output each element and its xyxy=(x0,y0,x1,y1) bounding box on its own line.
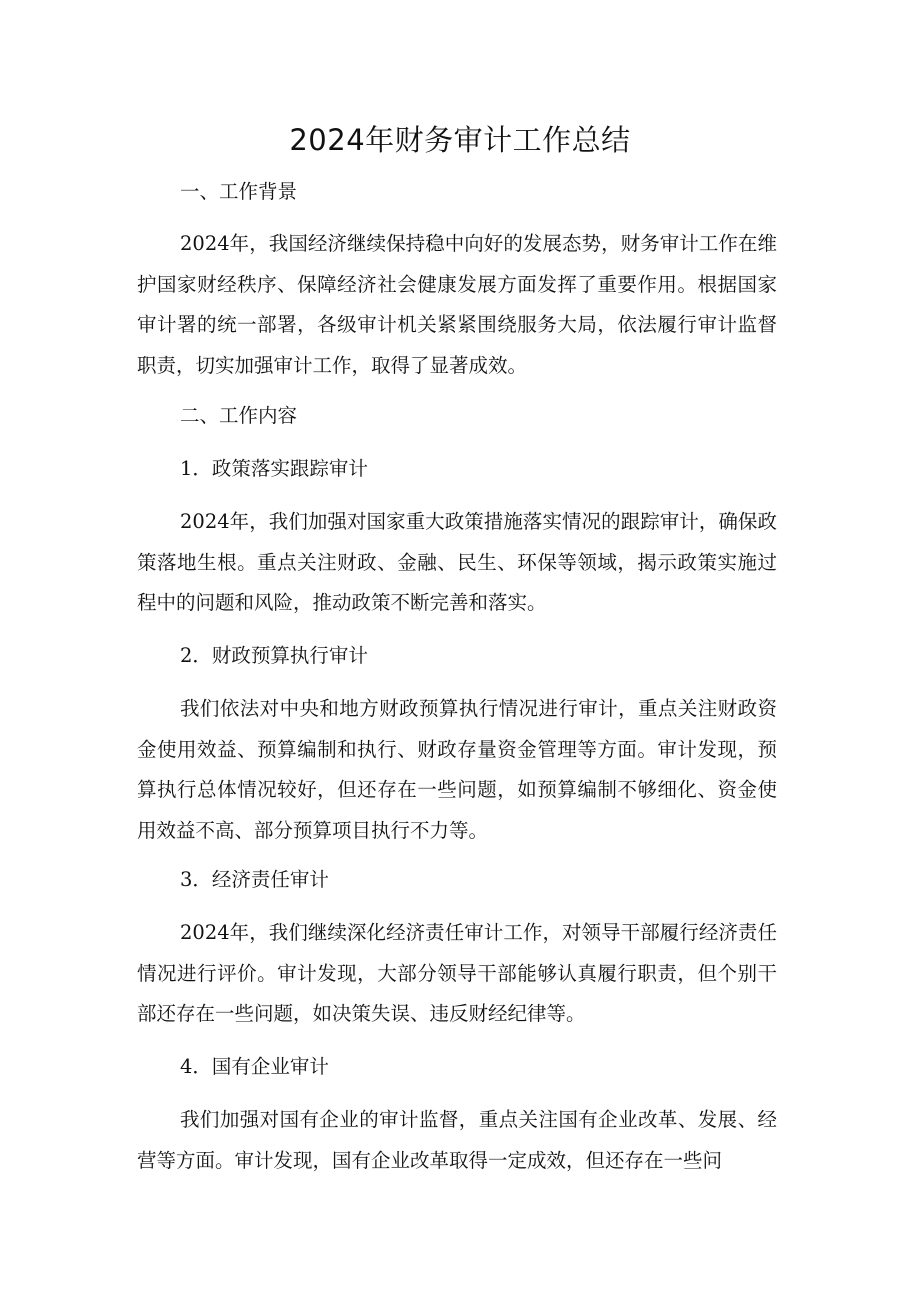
paragraph-budget-execution: 我们依法对中央和地方财政预算执行情况进行审计，重点关注财政资金使用效益、预算编制和执行、财政存量资金管理等方面。审计发现，预算执行总体情况较好，但还存在一些问题，如预算编制不够细化、资金使用效益不高、部分预算项目执行不力等。 xyxy=(137,697,777,842)
section-heading-content: 二、工作内容 xyxy=(180,404,298,427)
subsection-heading-state-enterprise: 4．国有企业审计 xyxy=(180,1055,329,1078)
section-heading-background: 一、工作背景 xyxy=(180,180,298,203)
subsection-heading-budget-execution: 2．财政预算执行审计 xyxy=(180,644,368,667)
subsection-heading-policy-tracking: 1．政策落实跟踪审计 xyxy=(180,457,368,480)
paragraph-state-enterprise: 我们加强对国有企业的审计监督，重点关注国有企业改革、发展、经营等方面。审计发现，国有企业改革取得一定成效，但还存在一些问 xyxy=(137,1108,777,1172)
paragraph-background: 2024年，我国经济继续保持稳中向好的发展态势，财务审计工作在维护国家财经秩序、保障经济社会健康发展方面发挥了重要作用。根据国家审计署的统一部署，各级审计机关紧紧围绕服务大局，依法履行审计监督职责，切实加强审计工作，取得了显著成效。 xyxy=(137,232,777,377)
document-title: 2024年财务审计工作总结 xyxy=(289,123,631,157)
paragraph-policy-tracking: 2024年，我们加强对国家重大政策措施落实情况的跟踪审计，确保政策落地生根。重点关注财政、金融、民生、环保等领域，揭示政策实施过程中的问题和风险，推动政策不断完善和落实。 xyxy=(137,510,777,614)
subsection-heading-economic-responsibility: 3．经济责任审计 xyxy=(180,868,329,891)
paragraph-economic-responsibility: 2024年，我们继续深化经济责任审计工作，对领导干部履行经济责任情况进行评价。审计发现，大部分领导干部能够认真履行职责，但个别干部还存在一些问题，如决策失误、违反财经纪律等。 xyxy=(137,921,777,1025)
